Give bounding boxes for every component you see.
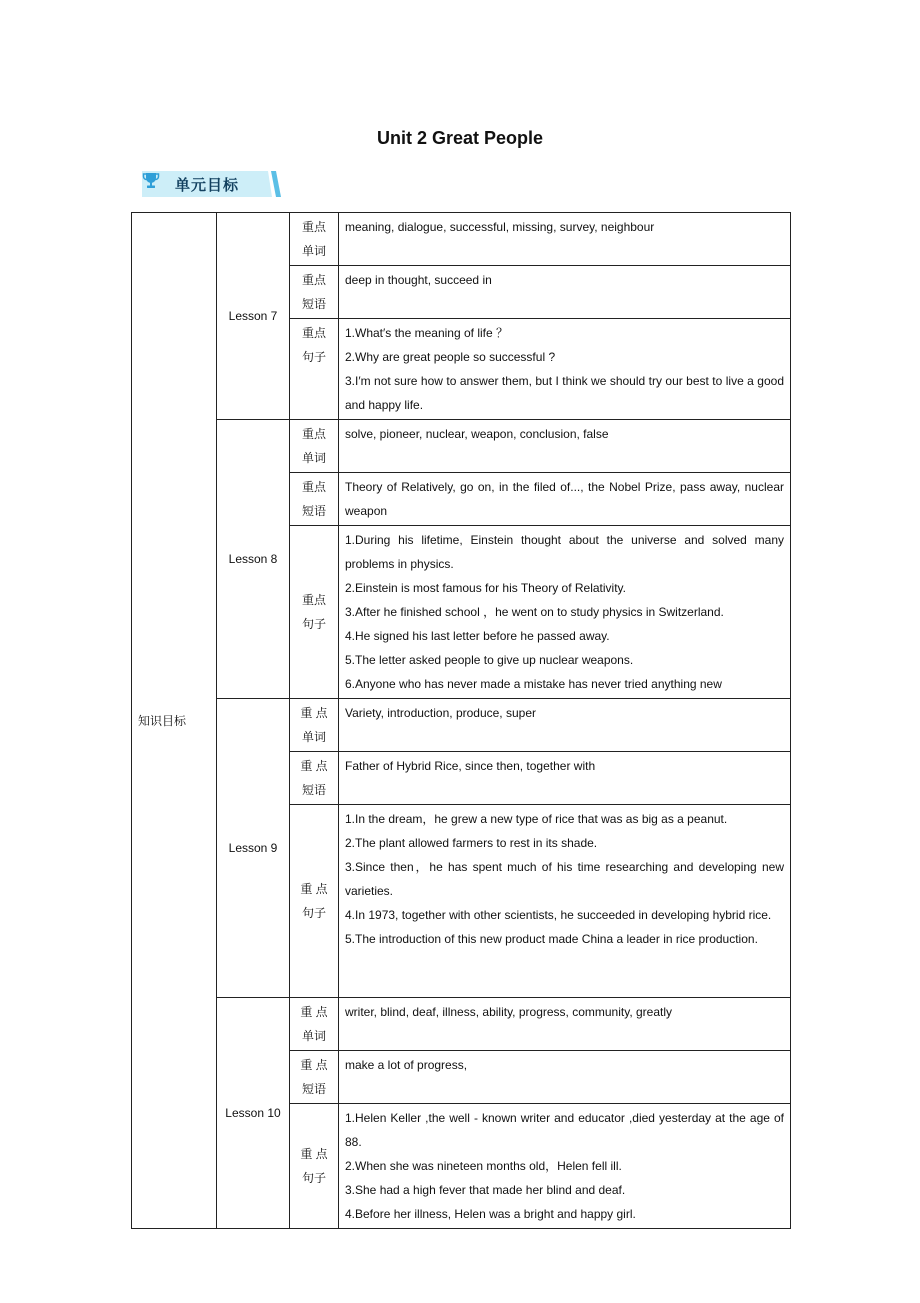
table-row — [132, 998, 791, 1051]
sentence-item: 4.He signed his last letter before he passed away. — [345, 629, 610, 643]
key-sentences-label — [290, 526, 339, 699]
key-phrases-label-text: 重 点 — [300, 1058, 328, 1072]
badge-label: 单元目标 — [175, 176, 240, 194]
sentence-item: 3.I′m not sure how to answer them, but I think we should try our best to live a good and happy life. — [345, 374, 784, 412]
sentence-item: 3.She had a high fever that made her blind and deaf. — [345, 1183, 626, 1197]
document-title: Unit 2 Great People — [376, 128, 544, 148]
table-row — [132, 699, 791, 752]
key-sentences-label-text: 句子 — [301, 350, 326, 364]
key-words-label-text: 重点 — [301, 220, 326, 234]
key-phrases-label — [290, 1051, 339, 1104]
key-sentences-label — [290, 805, 339, 998]
key-words-label-text: 单词 — [301, 1029, 326, 1043]
key-sentences-label-text: 句子 — [301, 617, 326, 631]
sentence-item: 5.The introduction of this new product made China a leader in rice production. — [345, 932, 758, 946]
key-phrases: Father of Hybrid Rice, since then, together with — [339, 752, 791, 805]
sentence-item: 5.The letter asked people to give up nuclear weapons. — [345, 653, 634, 667]
key-phrases: Theory of Relatively, go on, in the filed of..., the Nobel Prize, pass away, nuclear weapon — [339, 473, 791, 526]
key-phrases: deep in thought, succeed in — [339, 266, 791, 319]
trophy-icon — [142, 171, 160, 189]
sentence-item: 4.Before her illness, Helen was a bright and happy girl. — [345, 1207, 636, 1221]
key-words-label-text: 重点 — [301, 427, 326, 441]
key-sentences — [339, 319, 791, 420]
key-words-label-text: 单词 — [301, 244, 326, 258]
key-sentences-label — [290, 1104, 339, 1229]
key-words: writer, blind, deaf, illness, ability, progress, community, greatly — [339, 998, 791, 1051]
sentence-item: 2.When she was nineteen months old，Helen fell ill. — [345, 1159, 622, 1173]
key-sentences — [339, 526, 791, 699]
unit-goals-table — [131, 212, 791, 1229]
key-words-label-text: 重 点 — [300, 706, 328, 720]
key-words-label — [290, 420, 339, 473]
key-words: Variety, introduction, produce, super — [339, 699, 791, 752]
key-phrases-label — [290, 266, 339, 319]
key-words-label-text: 重 点 — [300, 1005, 328, 1019]
sentence-item: 2.The plant allowed farmers to rest in its shade. — [345, 836, 598, 850]
key-phrases-label-text: 短语 — [301, 297, 326, 311]
sentence-item: 6.Anyone who has never made a mistake has never tried anything new — [345, 677, 722, 691]
key-phrases-label-text: 短语 — [301, 1082, 326, 1096]
key-sentences-label-text: 句子 — [301, 906, 326, 920]
key-words-label-text: 单词 — [301, 730, 326, 744]
key-sentences-label-text: 重 点 — [300, 1147, 328, 1161]
sentence-item: 3.After he finished school ，he went on to study physics in Switzerland. — [345, 605, 724, 619]
sentence-item: 1.What′s the meaning of life ？ — [345, 326, 508, 340]
key-phrases: make a lot of progress, — [339, 1051, 791, 1104]
lesson-name: Lesson 7 — [217, 213, 290, 420]
sentence-item: 2.Why are great people so successful ? — [345, 350, 556, 364]
sentence-item: 2.Einstein is most famous for his Theory of Relativity. — [345, 581, 626, 595]
category-cell: 知识目标 — [132, 213, 217, 1229]
sentence-item: 1.In the dream，he grew a new type of rice that was as big as a peanut. — [345, 812, 728, 826]
key-phrases-label — [290, 752, 339, 805]
key-sentences — [339, 805, 791, 998]
key-phrases-label-text: 重点 — [301, 273, 326, 287]
key-words-label — [290, 998, 339, 1051]
sentence-item: 3.Since then，he has spent much of his time researching and developing new varieties. — [345, 860, 784, 898]
sentence-item: 1.Helen Keller ,the well - known writer and educator ,died yesterday at the age of 88. — [345, 1111, 784, 1149]
key-phrases-label-text: 重 点 — [300, 759, 328, 773]
key-sentences-label-text: 重点 — [301, 326, 326, 340]
key-sentences-label-text: 句子 — [301, 1171, 326, 1185]
key-sentences-label-text: 重 点 — [300, 882, 328, 896]
key-sentences-label — [290, 319, 339, 420]
lesson-name: Lesson 8 — [217, 420, 290, 699]
sentence-item: 1.During his lifetime, Einstein thought about the universe and solved many problems in physics. — [345, 533, 784, 571]
sentence-item: 4.In 1973, together with other scientists, he succeeded in developing hybrid rice. — [345, 908, 772, 922]
key-phrases-label-text: 短语 — [301, 504, 326, 518]
table-row — [132, 420, 791, 473]
lesson-name: Lesson 10 — [217, 998, 290, 1229]
key-words: meaning, dialogue, successful, missing, survey, neighbour — [339, 213, 791, 266]
key-phrases-label-text: 重点 — [301, 480, 326, 494]
key-words-label — [290, 699, 339, 752]
table-row — [132, 213, 791, 266]
key-sentences — [339, 1104, 791, 1229]
lesson-name: Lesson 9 — [217, 699, 290, 998]
key-words-label — [290, 213, 339, 266]
key-phrases-label-text: 短语 — [301, 783, 326, 797]
key-phrases-label — [290, 473, 339, 526]
key-words-label-text: 单词 — [301, 451, 326, 465]
key-words: solve, pioneer, nuclear, weapon, conclusion, false — [339, 420, 791, 473]
key-sentences-label-text: 重点 — [301, 593, 326, 607]
section-badge — [142, 171, 282, 197]
